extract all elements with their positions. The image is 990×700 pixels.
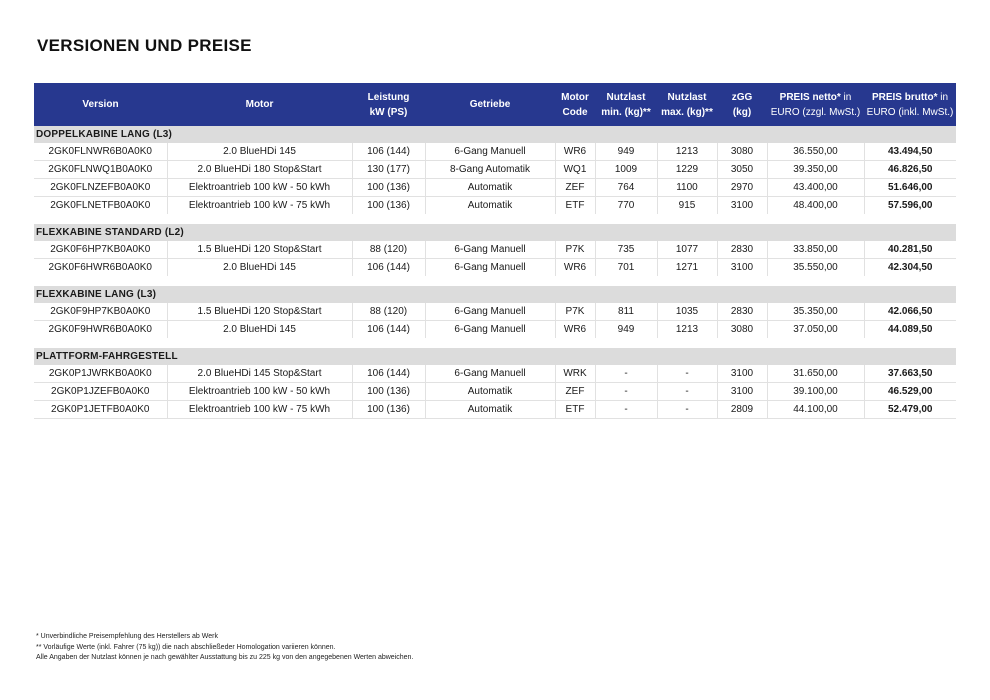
cell-preis-netto: 33.850,00 (767, 241, 864, 259)
footnote-1: * Unverbindliche Preisempfehlung des Herstellers ab Werk (36, 633, 218, 640)
cell-getriebe: 6-Gang Manuell (425, 259, 555, 282)
header-motor-code-line2: Code (562, 106, 588, 118)
cell-leistung: 130 (177) (352, 161, 425, 179)
cell-preis-brutto: 57.596,00 (864, 197, 956, 220)
header-preis-netto-line1 (769, 90, 862, 105)
section-title: FLEXKABINE LANG (L3) (34, 281, 956, 303)
cell-preis-netto: 35.350,00 (767, 303, 864, 321)
cell-motor-code: WQ1 (555, 161, 595, 179)
cell-preis-netto: 48.400,00 (767, 197, 864, 220)
cell-motor-code: P7K (555, 241, 595, 259)
table-row (34, 383, 956, 401)
cell-nutzlast-max: - (657, 365, 717, 383)
table-header (34, 83, 956, 126)
cell-leistung: 100 (136) (352, 179, 425, 197)
cell-zgg: 2830 (717, 241, 767, 259)
cell-preis-netto: 39.100,00 (767, 383, 864, 401)
header-zgg-line1: zGG (731, 91, 753, 103)
cell-version: 2GK0F9HWR6B0A0K0 (34, 321, 167, 344)
table-row (34, 241, 956, 259)
cell-getriebe: 6-Gang Manuell (425, 321, 555, 344)
cell-nutzlast-max: 1213 (657, 143, 717, 161)
header-preis-brutto (864, 83, 956, 126)
cell-motor-code: ETF (555, 401, 595, 419)
cell-nutzlast-min: - (595, 365, 657, 383)
cell-zgg: 3080 (717, 321, 767, 344)
cell-nutzlast-max: - (657, 401, 717, 419)
cell-version: 2GK0FLNWQ1B0A0K0 (34, 161, 167, 179)
header-nutzlast-max-line1: Nutzlast (667, 91, 707, 103)
cell-zgg: 2830 (717, 303, 767, 321)
cell-leistung: 106 (144) (352, 365, 425, 383)
section-title: DOPPELKABINE LANG (L3) (34, 126, 956, 143)
cell-nutzlast-min: 770 (595, 197, 657, 220)
cell-motor-code: ZEF (555, 179, 595, 197)
cell-preis-netto: 39.350,00 (767, 161, 864, 179)
header-preis-brutto-in: in (937, 91, 949, 103)
cell-nutzlast-min: 949 (595, 321, 657, 344)
cell-getriebe: 6-Gang Manuell (425, 241, 555, 259)
cell-version: 2GK0F6HWR6B0A0K0 (34, 259, 167, 282)
cell-nutzlast-min: 764 (595, 179, 657, 197)
cell-nutzlast-max: 1271 (657, 259, 717, 282)
header-preis-brutto-line1 (866, 90, 954, 105)
cell-motor: 1.5 BlueHDi 120 Stop&Start (167, 241, 352, 259)
cell-zgg: 3100 (717, 197, 767, 220)
cell-preis-brutto: 37.663,50 (864, 365, 956, 383)
cell-leistung: 106 (144) (352, 259, 425, 282)
cell-motor: 2.0 BlueHDi 145 (167, 143, 352, 161)
header-leistung-line2: kW (PS) (369, 106, 408, 118)
cell-getriebe: Automatik (425, 401, 555, 419)
cell-zgg: 3100 (717, 383, 767, 401)
table-row (34, 143, 956, 161)
header-nutzlast-min-line1: Nutzlast (606, 91, 646, 103)
header-motor-code (555, 83, 595, 126)
cell-preis-netto: 44.100,00 (767, 401, 864, 419)
cell-nutzlast-min: 1009 (595, 161, 657, 179)
cell-motor-code: ETF (555, 197, 595, 220)
cell-zgg: 2970 (717, 179, 767, 197)
cell-motor-code: ZEF (555, 383, 595, 401)
cell-preis-brutto: 52.479,00 (864, 401, 956, 419)
cell-preis-netto: 36.550,00 (767, 143, 864, 161)
cell-nutzlast-min: - (595, 383, 657, 401)
cell-version: 2GK0F9HP7KB0A0K0 (34, 303, 167, 321)
cell-zgg: 2809 (717, 401, 767, 419)
table-row (34, 161, 956, 179)
cell-nutzlast-min: 949 (595, 143, 657, 161)
cell-getriebe: Automatik (425, 383, 555, 401)
header-preis-netto-bold: PREIS netto* (779, 91, 841, 103)
section-title: PLATTFORM-FAHRGESTELL (34, 343, 956, 365)
table-row (34, 401, 956, 419)
cell-nutzlast-min: 701 (595, 259, 657, 282)
header-zgg (717, 83, 767, 126)
cell-leistung: 88 (120) (352, 241, 425, 259)
header-nutzlast-max-line2: max. (kg)** (661, 106, 713, 118)
cell-version: 2GK0FLNWR6B0A0K0 (34, 143, 167, 161)
header-preis-netto-in: in (840, 91, 852, 103)
cell-leistung: 100 (136) (352, 383, 425, 401)
cell-motor: Elektroantrieb 100 kW - 75 kWh (167, 401, 352, 419)
page-title: VERSIONEN UND PREISE (37, 36, 252, 55)
cell-zgg: 3080 (717, 143, 767, 161)
table-row (34, 179, 956, 197)
cell-version: 2GK0P1JZEFB0A0K0 (34, 383, 167, 401)
header-nutzlast-max (657, 83, 717, 126)
cell-nutzlast-max: 1100 (657, 179, 717, 197)
cell-preis-brutto: 40.281,50 (864, 241, 956, 259)
table-row (34, 365, 956, 383)
cell-nutzlast-min: 811 (595, 303, 657, 321)
cell-nutzlast-min: 735 (595, 241, 657, 259)
cell-motor-code: WR6 (555, 321, 595, 344)
price-table (34, 83, 956, 419)
cell-leistung: 106 (144) (352, 143, 425, 161)
cell-version: 2GK0FLNZEFB0A0K0 (34, 179, 167, 197)
header-leistung (352, 83, 425, 126)
cell-motor: 2.0 BlueHDi 145 (167, 321, 352, 344)
cell-preis-netto: 31.650,00 (767, 365, 864, 383)
cell-motor: 2.0 BlueHDi 145 Stop&Start (167, 365, 352, 383)
footnotes (36, 632, 413, 664)
cell-version: 2GK0FLNETFB0A0K0 (34, 197, 167, 220)
header-motor: Motor (167, 83, 352, 126)
cell-getriebe: 6-Gang Manuell (425, 365, 555, 383)
section-header-row (34, 343, 956, 365)
cell-motor-code: WRK (555, 365, 595, 383)
cell-version: 2GK0P1JETFB0A0K0 (34, 401, 167, 419)
table-body (34, 126, 956, 419)
header-preis-netto-line2: EURO (zzgl. MwSt.) (770, 106, 861, 118)
cell-preis-netto: 43.400,00 (767, 179, 864, 197)
section-header-row (34, 126, 956, 143)
cell-preis-brutto: 42.066,50 (864, 303, 956, 321)
cell-version: 2GK0F6HP7KB0A0K0 (34, 241, 167, 259)
table-row (34, 321, 956, 344)
cell-nutzlast-max: - (657, 383, 717, 401)
header-nutzlast-min-line2: min. (kg)** (601, 106, 651, 118)
cell-zgg: 3100 (717, 259, 767, 282)
cell-version: 2GK0P1JWRKB0A0K0 (34, 365, 167, 383)
cell-leistung: 100 (136) (352, 401, 425, 419)
cell-leistung: 88 (120) (352, 303, 425, 321)
header-getriebe: Getriebe (425, 83, 555, 126)
cell-leistung: 106 (144) (352, 321, 425, 344)
cell-zgg: 3100 (717, 365, 767, 383)
cell-motor: 2.0 BlueHDi 145 (167, 259, 352, 282)
cell-motor: Elektroantrieb 100 kW - 75 kWh (167, 197, 352, 220)
cell-motor-code: P7K (555, 303, 595, 321)
cell-preis-brutto: 42.304,50 (864, 259, 956, 282)
cell-preis-brutto: 46.826,50 (864, 161, 956, 179)
cell-motor: 1.5 BlueHDi 120 Stop&Start (167, 303, 352, 321)
cell-getriebe: Automatik (425, 179, 555, 197)
header-zgg-line2: (kg) (732, 106, 752, 118)
header-preis-brutto-line2: EURO (inkl. MwSt.) (866, 106, 954, 118)
section-title: FLEXKABINE STANDARD (L2) (34, 219, 956, 241)
table-row (34, 197, 956, 220)
cell-nutzlast-max: 915 (657, 197, 717, 220)
cell-nutzlast-min: - (595, 401, 657, 419)
cell-preis-netto: 37.050,00 (767, 321, 864, 344)
cell-preis-brutto: 43.494,50 (864, 143, 956, 161)
section-header-row (34, 219, 956, 241)
cell-nutzlast-max: 1035 (657, 303, 717, 321)
header-version: Version (34, 83, 167, 126)
cell-motor-code: WR6 (555, 259, 595, 282)
cell-preis-netto: 35.550,00 (767, 259, 864, 282)
cell-preis-brutto: 51.646,00 (864, 179, 956, 197)
cell-preis-brutto: 46.529,00 (864, 383, 956, 401)
header-motor-code-line1: Motor (561, 91, 589, 103)
cell-nutzlast-max: 1077 (657, 241, 717, 259)
cell-motor: Elektroantrieb 100 kW - 50 kWh (167, 383, 352, 401)
table-row (34, 259, 956, 282)
cell-nutzlast-max: 1229 (657, 161, 717, 179)
table-row (34, 303, 956, 321)
header-preis-netto (767, 83, 864, 126)
cell-motor-code: WR6 (555, 143, 595, 161)
cell-getriebe: 6-Gang Manuell (425, 143, 555, 161)
cell-getriebe: 8-Gang Automatik (425, 161, 555, 179)
footnote-2: ** Vorläufige Werte (inkl. Fahrer (75 kg)) die nach abschließeder Homologation variieren können. (36, 643, 336, 651)
header-nutzlast-min (595, 83, 657, 126)
cell-motor: Elektroantrieb 100 kW - 50 kWh (167, 179, 352, 197)
cell-preis-brutto: 44.089,50 (864, 321, 956, 344)
cell-getriebe: 6-Gang Manuell (425, 303, 555, 321)
cell-getriebe: Automatik (425, 197, 555, 220)
header-leistung-line1: Leistung (367, 91, 410, 103)
cell-leistung: 100 (136) (352, 197, 425, 220)
section-header-row (34, 281, 956, 303)
cell-nutzlast-max: 1213 (657, 321, 717, 344)
cell-motor: 2.0 BlueHDi 180 Stop&Start (167, 161, 352, 179)
cell-zgg: 3050 (717, 161, 767, 179)
footnote-3: Alle Angaben der Nutzlast können je nach gewählter Ausstattung bis zu 225 kg von den angegebenen Werten abweichen. (36, 654, 414, 661)
header-preis-brutto-bold: PREIS brutto* (871, 91, 938, 103)
